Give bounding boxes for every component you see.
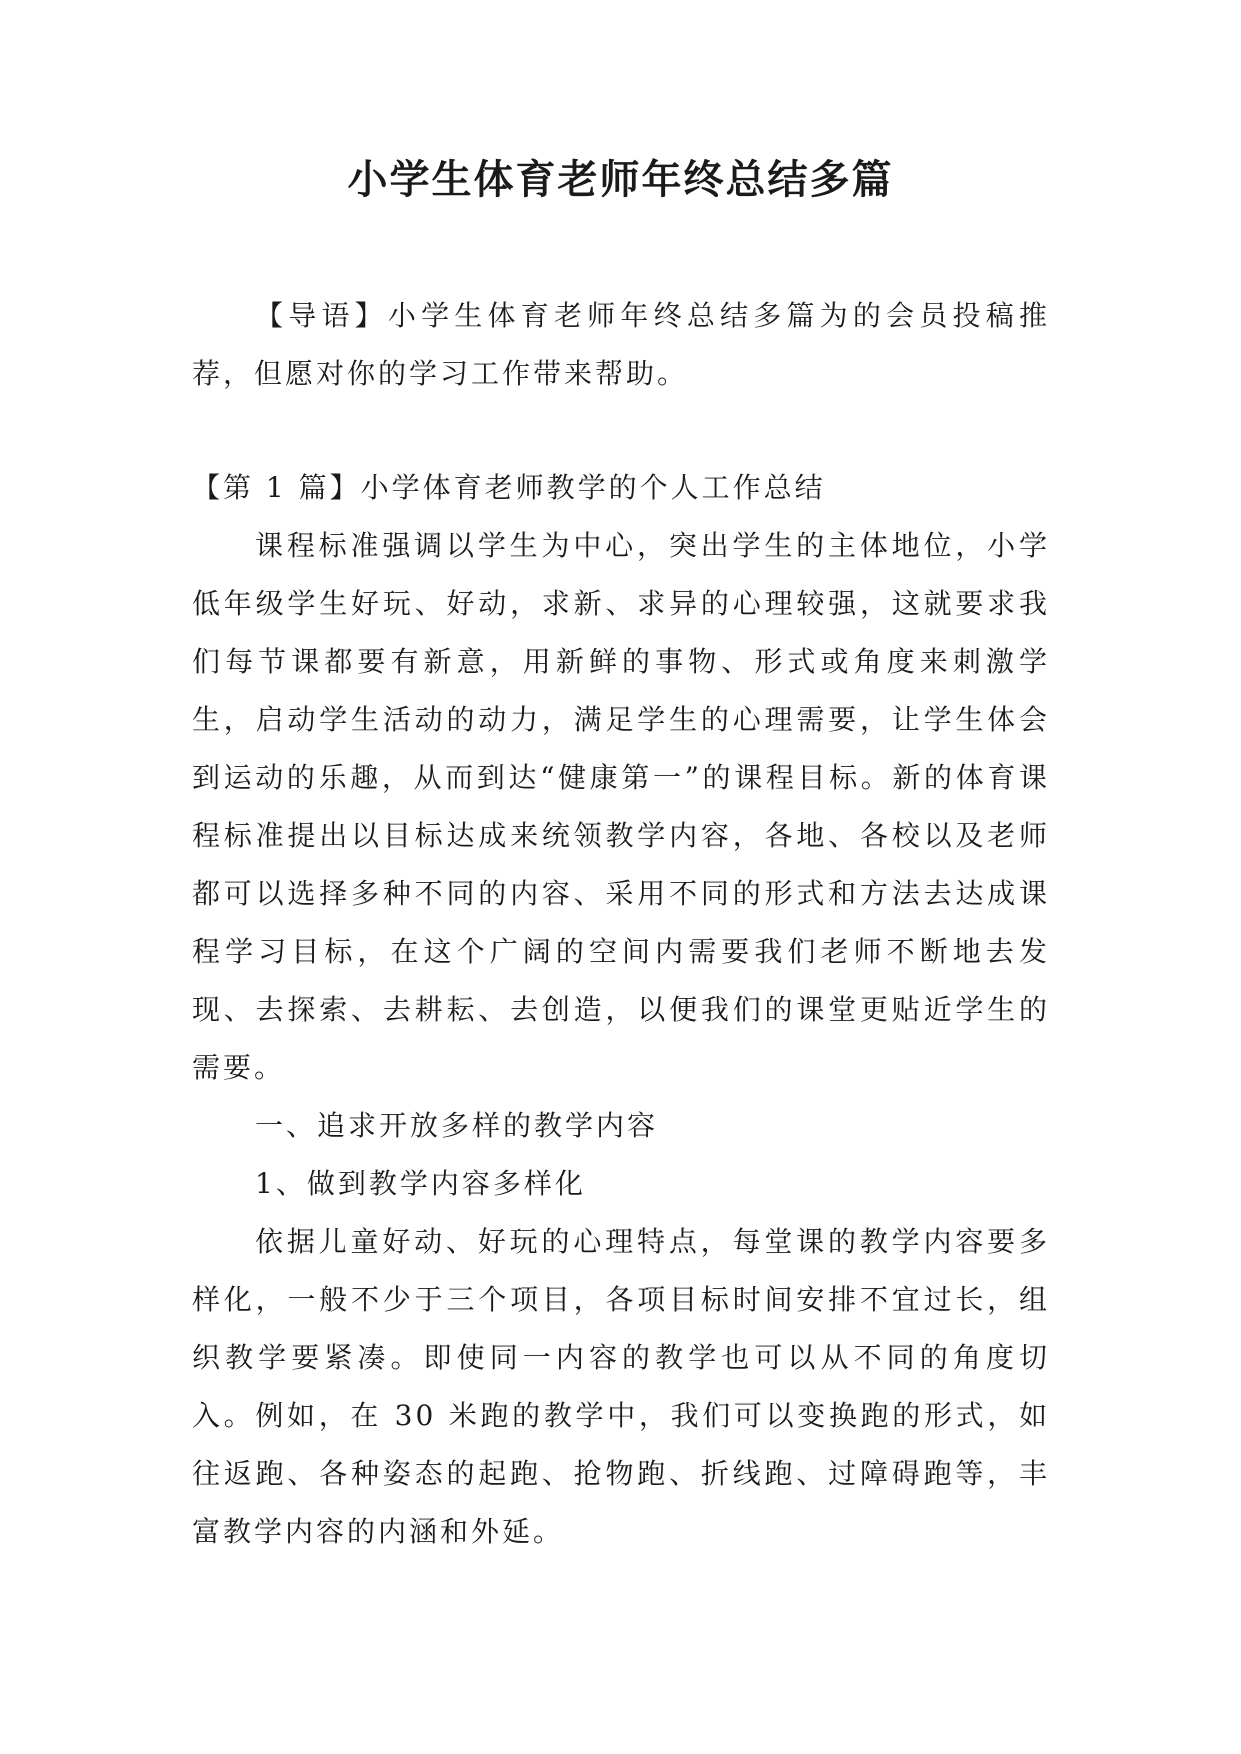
body-paragraph-1: 课程标准强调以学生为中心，突出学生的主体地位，小学低年级学生好玩、好动，求新、求异的心理较强，这就要求我们每节课都要有新意，用新鲜的事物、形式或角度来刺激学生，启动学生活动的动力，满足学生的心理需要，让学生体会到运动的乐趣，从而到达“健康第一”的课程目标。新的体育课程标准提出以目标达成来统领教学内容，各地、各校以及老师都可以选择多种不同的内容、采用不同的形式和方法去达成课程学习目标，在这个广阔的空间内需要我们老师不断地去发现、去探索、去耕耘、去创造，以便我们的课堂更贴近学生的需要。 <box>192 529 1050 1084</box>
document-title: 小学生体育老师年终总结多篇 <box>347 157 894 203</box>
body-paragraph-2: 依据儿童好动、好玩的心理特点，每堂课的教学内容要多样化，一般不少于三个项目，各项目标时间安排不宜过长，组织教学要紧凑。即使同一内容的教学也可以从不同的角度切入。例如，在 30 米跑的教学中，我们可以变换跑的形式，如往返跑、各种姿态的起跑、抢物跑、折线跑、过障碍跑等，丰富教学内容的内涵和外延。 <box>192 1225 1050 1548</box>
subsection-heading-1: 1、做到教学内容多样化 <box>255 1167 586 1200</box>
article-section-1 <box>192 459 1050 1561</box>
section-heading-1: 一、追求开放多样的教学内容 <box>255 1109 659 1142</box>
article-heading: 【第 1 篇】小学体育老师教学的个人工作总结 <box>192 471 826 504</box>
intro-paragraph: 【导语】小学生体育老师年终总结多篇为的会员投稿推荐，但愿对你的学习工作带来帮助。 <box>192 299 1050 390</box>
